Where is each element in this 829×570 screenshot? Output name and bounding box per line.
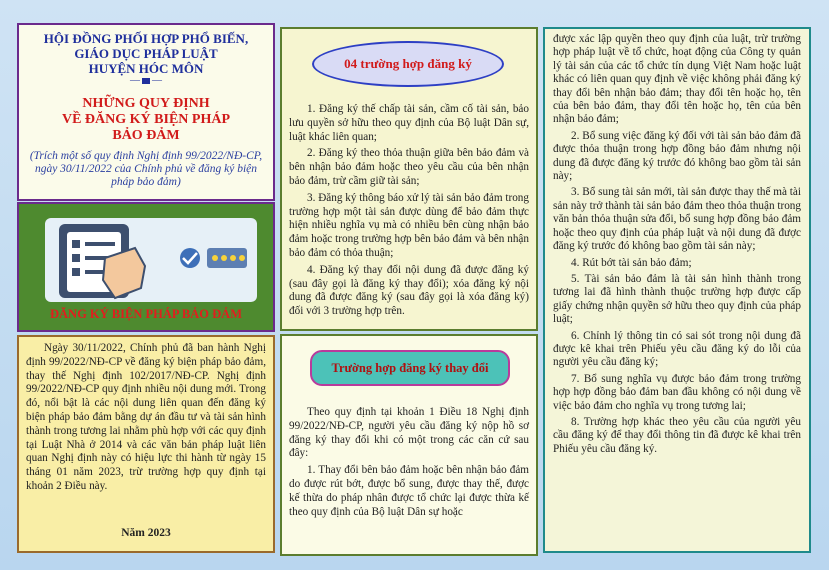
change-paragraph: Theo quy định tại khoản 1 Điều 18 Nghị định 99/2022/NĐ-CP, người yêu cầu đăng ký nộp hồ sơ đăng ký thay đổi khi có một trong các căn cứ sau đây:: [289, 406, 529, 460]
org-name: [19, 31, 273, 76]
case-item: 4. Đăng ký thay đổi nội dung đã được đăng ký (sau đây gọi là đăng ký thay đổi); xóa đăng ký nội dung đã được đăng ký (sau đây gọi là xóa đăng ký) đối với 3 trường hợp trên.: [289, 263, 529, 318]
change-item: 5. Tài sản bảo đảm là tài sản hình thành trong tương lai đã hình thành thuộc trường hợp được cấp giấy chứng nhận quyền sở hữu theo quy định của pháp luật;: [553, 272, 801, 326]
case-item: 3. Đăng ký thông báo xử lý tài sản bảo đảm trong trường hợp một tài sản được dùng để bảo đảm thực hiện nhiều nghĩa vụ mà có nhiều bên cùng nhận bảo đảm hoặc trong trường hợp bên bảo đảm và bên nhận bảo đảm có thỏa thuận;: [289, 191, 529, 259]
title-line-1: NHỮNG QUY ĐỊNH: [82, 96, 210, 111]
document-title: [19, 96, 273, 144]
registration-illustration: [45, 218, 257, 302]
header-panel: [17, 23, 275, 201]
book-ornament-icon: — —: [130, 75, 162, 86]
continuation-paragraph: được xác lập quyền theo quy định của luật, trừ trường hợp pháp luật về tổ chức, hoạt động của Công ty quản lý tài sản của các tổ chức tín dụng Việt Nam hoặc luật khác có liên quan quy định về việc không phải đăng ký thay đổi bên nhận bảo đảm; thay đổi tên hoặc họ, tên của bên bảo đảm, thay đổi tên hoặc họ, tên của bên nhận bảo đảm;: [553, 33, 801, 126]
change-item: 2. Bổ sung việc đăng ký đối với tài sản bảo đảm đã được thỏa thuận trong hợp đồng bảo đảm nhưng nội dung đã được đăng ký trước đó không bao gồm tài sản này;: [553, 129, 801, 183]
illustration-panel: [17, 202, 275, 332]
change-item: 4. Rút bớt tài sản bảo đảm;: [571, 256, 692, 269]
change-item: 8. Trường hợp khác theo yêu cầu của người yêu cầu đăng ký để thay đổi thông tin đã được kê khai trên Phiếu yêu cầu đăng ký.: [553, 415, 801, 455]
change-item: 6. Chỉnh lý thông tin có sai sót trong nội dung đã được kê khai trên Phiếu yêu cầu đăng ký do lỗi của người yêu cầu đăng ký;: [553, 329, 801, 369]
right-panel: [543, 27, 811, 553]
org-line-3: HUYỆN HÓC MÔN: [88, 61, 204, 76]
checklist-hand-icon: [45, 218, 257, 302]
title-line-3: BẢO ĐẢM: [112, 128, 180, 143]
publication-year: Năm 2023: [121, 527, 171, 540]
case-item: 2. Đăng ký theo thỏa thuận giữa bên bảo đảm và bên nhận bảo đảm hoặc theo yêu cầu của bên nhận bảo đảm, trừ cầm giữ tài sản;: [289, 147, 529, 187]
change-text: [289, 406, 529, 522]
change-paragraph: 1. Thay đổi bên bảo đảm hoặc bên nhận bảo đảm do được rút bớt, được bổ sung, được thay thế, được kế thừa do pháp nhân được tổ chức lại được thừa kế theo quy định của Bộ luật Dân sự hoặc: [289, 464, 529, 518]
illustration-caption: ĐĂNG KÝ BIỆN PHÁP BẢO ĐẢM: [49, 307, 243, 321]
intro-panel: [17, 335, 275, 553]
org-line-2: GIÁO DỤC PHÁP LUẬT: [74, 46, 218, 61]
title-line-2: VỀ ĐĂNG KÝ BIỆN PHÁP: [61, 112, 230, 127]
cases-list: [289, 103, 529, 322]
org-line-1: HỘI ĐỒNG PHỐI HỢP PHỔ BIẾN,: [43, 31, 249, 46]
cases-heading: 04 trường hợp đăng ký: [312, 41, 504, 87]
document-subtitle: (Trích một số quy định Nghị định 99/2022/NĐ-CP, ngày 30/11/2022 của Chính phủ về đăng ký biện pháp bảo đảm): [29, 150, 263, 188]
change-item: 7. Bổ sung nghĩa vụ được bảo đảm trong trường hợp hợp đồng bảo đảm ban đầu không có nội dung về việc bảo đảm cho nghĩa vụ trong tương lai;: [553, 372, 801, 412]
case-item: 1. Đăng ký thế chấp tài sản, cầm cố tài sản, bảo lưu quyền sở hữu theo quy định của Bộ luật Dân sự, luật khác liên quan;: [289, 103, 529, 143]
cases-panel: [280, 27, 538, 331]
intro-text: Ngày 30/11/2022, Chính phủ đã ban hành Nghị định 99/2022/NĐ-CP về đăng ký biện pháp bảo đảm, thay thế Nghị định 102/2017/NĐ-CP. Nghị định 99/2022/NĐ-CP quy định nhiều nội dung mới. Trong đó, nổi bật là các nội dung liên quan đến đăng ký biện pháp bảo đảm bằng dự án đầu tư và tài sản hình thành trong tương lai nhằm phù hợp với các quy định tại Luật Nhà ở 2014 và các văn bản pháp luật liên quan Nghị định này có hiệu lực thi hành từ ngày 15 tháng 01 năm 2023, trừ trường hợp quy định tại khoản 2 Điều này.: [26, 342, 266, 492]
change-item: 3. Bổ sung tài sản mới, tài sản được thay thế mà tài sản này trở thành tài sản bảo đảm theo thỏa thuận trong văn bản thỏa thuận sửa đổi, bổ sung hợp đồng bảo đảm hoặc theo quy định của pháp luật và nội dung đã được đăng ký trước đó không bao gồm tài sản này;: [553, 186, 801, 253]
change-panel: [280, 334, 538, 556]
change-heading: Trường hợp đăng ký thay đổi: [310, 350, 510, 386]
